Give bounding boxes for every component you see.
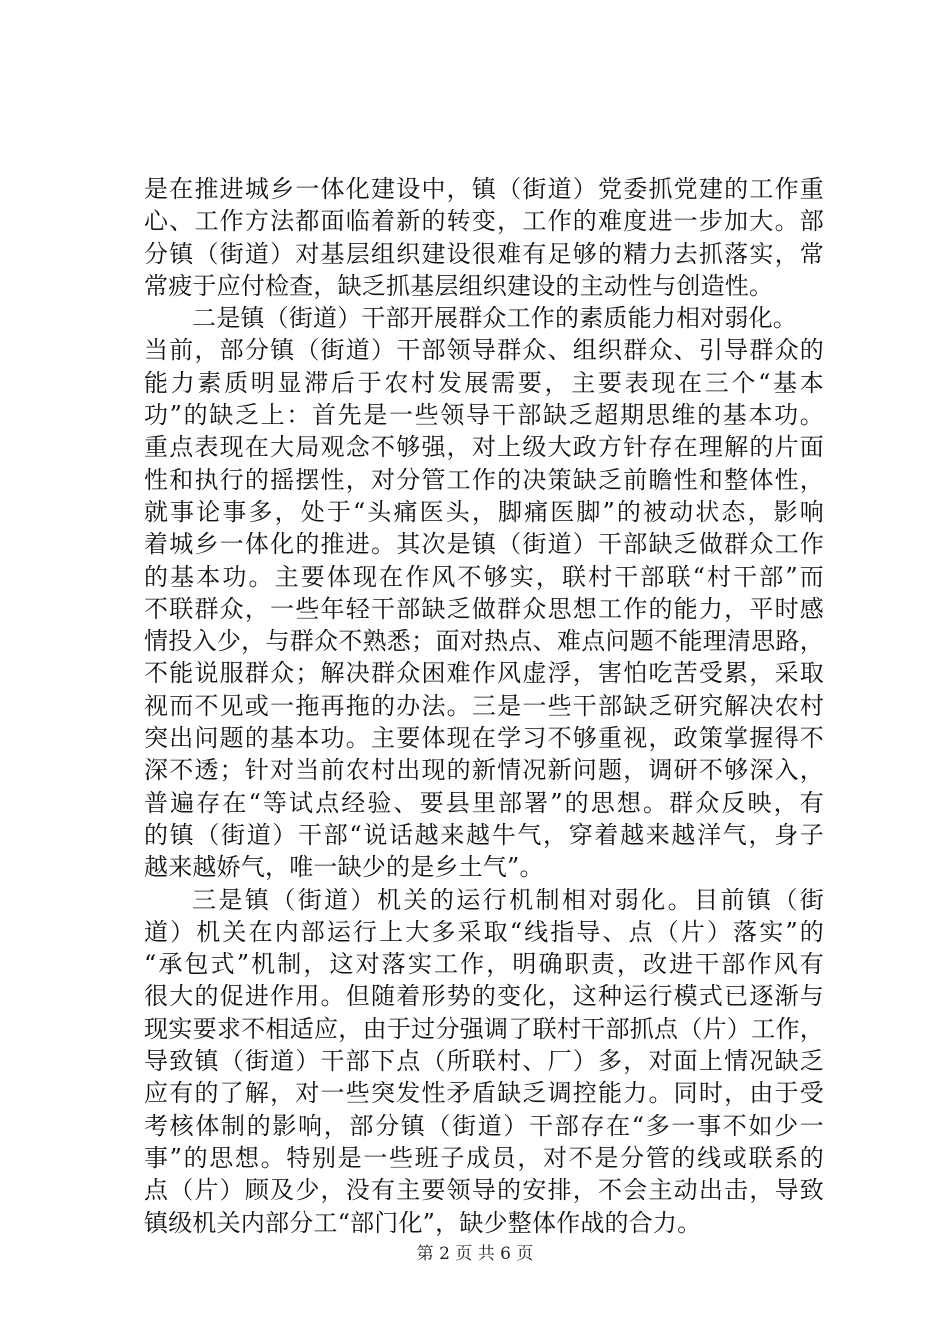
text-line: 现实要求不相适应，由于过分强调了联村干部抓点（片）工作， — [144, 1014, 824, 1043]
text-line: 越来越娇气，唯一缺少的是乡土气”。 — [144, 853, 544, 882]
text-line: 是在推进城乡一体化建设中，镇（街道）党委抓党建的工作重 — [144, 175, 824, 203]
text-line: 心、工作方法都面临着新的转变，工作的难度进一步加大。部 — [144, 207, 824, 236]
text-line: 情投入少，与群众不熟悉；面对热点、难点问题不能理清思路， — [144, 627, 824, 656]
text-line: 能力素质明显滞后于农村发展需要，主要表现在三个“基本 — [144, 368, 824, 397]
text-line: 不联群众，一些年轻干部缺乏做群众思想工作的能力，平时感 — [144, 594, 824, 623]
text-line: 三是镇（街道）机关的运行机制相对弱化。目前镇（街 — [192, 885, 824, 914]
text-line: 镇级机关内部分工“部门化”，缺少整体作战的合力。 — [144, 1208, 702, 1237]
text-line: 导致镇（街道）干部下点（所联村、厂）多，对面上情况缺乏 — [144, 1047, 824, 1076]
text-line: 功”的缺乏上：首先是一些领导干部缺乏超期思维的基本功。 — [144, 401, 824, 430]
text-line: 分镇（街道）对基层组织建设很难有足够的精力去抓落实，常 — [144, 239, 824, 268]
text-line: 突出问题的基本功。主要体现在学习不够重视，政策掌握得不 — [144, 724, 824, 753]
text-line: 普遍存在“等试点经验、要县里部署”的思想。群众反映，有 — [144, 788, 824, 817]
text-line: 的镇（街道）干部“说话越来越牛气，穿着越来越洋气，身子 — [144, 820, 824, 849]
text-line: 常疲于应付检查，缺乏抓基层组织建设的主动性与创造性。 — [144, 271, 774, 300]
text-line: 性和执行的摇摆性，对分管工作的决策缺乏前瞻性和整体性， — [144, 465, 824, 494]
page-footer: 第 2 页 共 6 页 — [416, 1244, 534, 1264]
text-line: “承包式”机制，这对落实工作，明确职责，改进干部作风有 — [144, 950, 824, 979]
text-line: 道）机关在内部运行上大多采取“线指导、点（片）落实”的 — [144, 917, 824, 946]
text-line: 就事论事多，处于“头痛医头，脚痛医脚”的被动状态，影响 — [144, 497, 824, 526]
text-line: 深不透；针对当前农村出现的新情况新问题，调研不够深入， — [144, 756, 824, 785]
text-line: 重点表现在大局观念不够强，对上级大政方针存在理解的片面 — [144, 433, 824, 462]
text-line: 事”的思想。特别是一些班子成员，对不是分管的线或联系的 — [144, 1143, 824, 1172]
text-line: 当前，部分镇（街道）干部领导群众、组织群众、引导群众的 — [144, 336, 824, 365]
text-line: 二是镇（街道）干部开展群众工作的素质能力相对弱化。 — [192, 304, 797, 333]
text-line: 点（片）顾及少，没有主要领导的安排，不会主动出击，导致 — [144, 1176, 824, 1205]
text-line: 考核体制的影响，部分镇（街道）干部存在“多一事不如少一 — [144, 1111, 824, 1140]
document-body — [144, 173, 824, 1239]
text-line: 不能说服群众；解决群众困难作风虚浮，害怕吃苦受累，采取 — [144, 659, 824, 688]
text-line: 很大的促进作用。但随着形势的变化，这种运行模式已逐渐与 — [144, 982, 824, 1011]
text-line: 着城乡一体化的推进。其次是镇（街道）干部缺乏做群众工作 — [144, 530, 824, 559]
text-line: 视而不见或一拖再拖的办法。三是一些干部缺乏研究解决农村 — [144, 691, 824, 720]
text-line: 应有的了解，对一些突发性矛盾缺乏调控能力。同时，由于受 — [144, 1079, 824, 1108]
text-line: 的基本功。主要体现在作风不够实，联村干部联“村干部”而 — [144, 562, 824, 591]
